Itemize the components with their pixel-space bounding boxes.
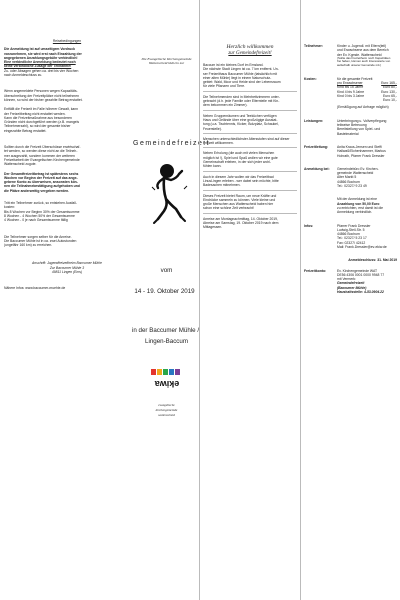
services-section xyxy=(304,119,397,136)
text-line: Zu- oder Absagen gehen ca. drei bis vier Wochen xyxy=(4,68,79,73)
text-line: (ungefähr 160 km) zu erreichen. xyxy=(4,243,53,248)
welcome-subheading: zur Gemeindefreizeit! xyxy=(228,51,272,56)
text-line: gebene Konto zu überweisen, ansonsten kön- xyxy=(4,180,78,185)
text-line: DE56 4306 0001 0000 9948 77 xyxy=(337,272,385,277)
text-line: LinusLingen erleben - wer dabei sein möchte, bitte xyxy=(203,178,279,183)
text-line: Teilnehmerzahl), so wird der gesamte bisher xyxy=(4,124,71,129)
text-line: Alter Markt 5 xyxy=(337,175,357,180)
registration-section xyxy=(304,167,397,215)
text-line: keine verbindliche Zusage der Teilnahme! xyxy=(4,64,72,69)
church-line-1: Die Evangelische Kirchengemeinde xyxy=(141,57,192,61)
text-line: mer ausgezahlt, sondern kommen der weiteren xyxy=(4,153,75,158)
text-line: Wochen vor Beginn der Freizeit auf das ange- xyxy=(4,175,78,180)
text-line: möglich ist !), Spiel und Spaß wollen wir eine gute xyxy=(203,155,278,160)
text-line: Menschen unterschiedlichster Altersstufen sind auf dieser xyxy=(203,136,290,141)
conditions-p5 xyxy=(4,172,130,193)
text-line: dern bekommen ein Zimmer). xyxy=(203,103,248,108)
cover-vom: vom xyxy=(160,266,173,274)
text-line: mit Vermerk: xyxy=(337,277,357,282)
divider xyxy=(203,171,297,172)
divider xyxy=(203,133,297,134)
price-amount: Euro 165,- xyxy=(381,80,397,85)
text-line: können, so wird der bisher gezahlte Betrag erstattet. xyxy=(4,97,83,102)
text-line: gebracht (d.h. jede Familie oder Elternteile mit Kin- xyxy=(203,99,280,104)
text-line: Dieses Freizeit bietet Raum, um neue Kräfte und xyxy=(203,193,277,198)
price-label: Kind bis 15 Jahre xyxy=(337,85,364,90)
text-line: Mit der Anmeldung ist eine xyxy=(337,197,377,202)
cover-place-2: Lingen-Baccum xyxy=(145,337,188,345)
text-line: Hallwaß/Eichenhammer, Markus xyxy=(337,149,386,154)
account-label: Freizeitkonto: xyxy=(304,268,327,273)
text-line: nen die Teilnahmebestätigung aufgehoben und xyxy=(4,184,80,189)
costs-section xyxy=(304,77,397,110)
logo-caption-1: evangelische xyxy=(158,402,175,407)
paragraph xyxy=(203,175,297,188)
text-line: große Menschen aus Wattenscheid haben hier xyxy=(203,202,274,207)
text-line: Zur Baccumer Mühle 3 xyxy=(49,265,85,270)
text-line: und Erwachsene aus dem Bereich xyxy=(337,48,389,53)
text-line: Die Baccumer Mühle ist in ca. zwei Autostunden xyxy=(4,238,77,243)
registration-label: Anmeldung bei: xyxy=(304,166,330,171)
welcome-paragraphs xyxy=(203,63,297,230)
text-line: Eine verbindliche Anmeldung bedeutet noch xyxy=(4,60,76,65)
price-label: Kind 4 bis 9 Jahre xyxy=(337,89,365,94)
price-amount: Euro 65,- xyxy=(383,93,397,98)
price-label: pro Erwachsener xyxy=(337,80,363,85)
participants-value xyxy=(337,44,397,68)
text-line: ser Freizeithaus Baccumer Mühle (tatsächlich mit xyxy=(203,71,278,76)
price-label: Kind 0 bis 3 Jahre xyxy=(337,93,365,98)
welcome-column xyxy=(199,0,299,600)
text-line: Neben Gruppenräumen und Teeküchen verfügen xyxy=(203,113,277,118)
text-line: Freizeit willkommen. xyxy=(203,141,234,146)
info-section xyxy=(304,224,397,250)
registration-value xyxy=(337,167,397,215)
text-line: Wenn angemeldete Personen wegen Kapazitäts- xyxy=(4,89,78,94)
account-value xyxy=(337,269,397,295)
text-line: (Sollte das Freizeitheim noch Kapazitäten xyxy=(337,55,391,60)
text-line: die Plätze anderweitig vergeben werden. xyxy=(4,188,70,193)
conditions-p6 xyxy=(4,201,130,222)
text-line: Anschrift: Jugendfreizeitheim Baccumer Mühle xyxy=(32,261,102,266)
text-line: Kinder u. Jugendl. mit Eltern(teil) xyxy=(337,44,387,48)
text-line: Tel.: 02327/ 9 23 49 xyxy=(337,184,367,189)
text-line: 8 Wochen - 4 Wochen 50% der Gesamtsumme xyxy=(4,213,75,218)
jumping-figure-illustration xyxy=(144,157,190,231)
registration-deadline: Anmeldeschluss: 31. Mai 2019 xyxy=(348,258,397,263)
text-line: tung (u.a. Tischtennis, Kicker, Bolzplatz, Schaukel, xyxy=(203,122,279,127)
text-line: (Baccumer Mühle) xyxy=(337,285,367,290)
paragraph xyxy=(203,194,297,211)
text-line: Die nächste Stadt Lingen ist ca. 7 km entfernt. Un- xyxy=(203,67,279,72)
ekiwa-logo-text: ekiwa xyxy=(154,378,179,389)
leaders-label: Freizeitleitung: xyxy=(304,144,329,149)
leaders-value xyxy=(337,145,397,158)
cover-column xyxy=(132,0,210,600)
text-line: Bereitstellung von Spiel- und xyxy=(337,127,381,132)
conditions-p7 xyxy=(4,235,130,248)
text-line: Haus und Gelände über eine großzügige Ausstat- xyxy=(203,117,278,122)
deposit-note xyxy=(337,197,397,214)
text-line: Pfarrer Frank Dressler xyxy=(337,223,371,228)
details-column xyxy=(300,0,400,600)
text-line: Baccum ist ein kleines Dorf im Emsland. xyxy=(203,63,264,67)
text-line: angegebenen Anzahlungsgebühr verbindlich! xyxy=(4,55,78,60)
leaders-section xyxy=(304,145,397,158)
text-line: der Ev. Kgmde. Wattenscheid xyxy=(337,52,382,57)
paragraph xyxy=(203,95,297,108)
conditions-p4 xyxy=(4,145,130,166)
text-line: Gründen nicht durchgeführt werden (z.B. mangels xyxy=(4,120,80,125)
conditions-heading: Reisebedingungen xyxy=(52,39,82,43)
divider xyxy=(203,213,297,214)
cover-place-1: in der Baccumer Mühle / xyxy=(132,326,200,334)
text-line: Auch in diesem Jahr wollen wir das Freizeitbad xyxy=(203,174,274,179)
participants-section xyxy=(304,44,397,68)
text-line: eingezahlte Betrag erstattet. xyxy=(4,128,47,133)
text-line: 49811 Lingen (Ems) xyxy=(51,269,83,274)
divider xyxy=(203,91,297,92)
church-line-2: Wattenscheid lädt ein zur xyxy=(148,61,185,66)
text-line: Sollten durch die Freizeit Überschüsse erwirtschaf- xyxy=(4,145,81,150)
paragraph xyxy=(203,217,297,230)
text-line: Die Anmeldung ist auf umseitigem Vordruck xyxy=(4,47,76,52)
cover-title: Gemeindefreizeit xyxy=(133,139,210,147)
text-line: Der Gesamtfreizeitbetrag ist spätestens sechs xyxy=(4,171,79,176)
divider xyxy=(203,110,297,111)
email-link[interactable]: Mail: Frank.Dressler@ev-ekiw.de xyxy=(337,244,387,249)
costs-note: (Ermäßigung auf Anfrage möglich) xyxy=(337,105,389,110)
costs-label: Kosten: xyxy=(304,76,317,81)
costs-value xyxy=(337,77,397,110)
divider xyxy=(203,190,297,191)
conditions-p2 xyxy=(4,89,130,102)
text-line: Neben Erholung (die auch mit vielen Menschen xyxy=(203,151,275,156)
text-line: Anita Kraus-Jensen und Steffi xyxy=(337,144,382,149)
text-line: Abreise am Samstag, 19. Oktober 2019 nach dem xyxy=(203,221,279,226)
text-line: kosten: xyxy=(4,205,15,210)
conditions-p1 xyxy=(4,47,130,77)
text-line: Haushaltsstelle: 4-53.0904.22 xyxy=(337,290,384,295)
text-line: 44866 Bochum xyxy=(337,179,360,184)
logo-caption-3: wattenscheid xyxy=(158,412,175,417)
house-address xyxy=(4,261,130,274)
text-line: Bastelmaterial xyxy=(337,131,359,136)
divider xyxy=(203,147,297,148)
services-label: Leistungen: xyxy=(304,118,324,123)
paragraph xyxy=(203,63,297,89)
cover-dates: 14 - 19. Oktober 2019 xyxy=(134,287,195,295)
text-line: Feuerstelle). xyxy=(203,126,222,131)
paragraph xyxy=(203,151,297,168)
info-label: Infos: xyxy=(304,223,314,228)
text-line: Anreise am Montagnachmittag, 14. Oktober 2019, xyxy=(203,216,279,221)
text-line: Mittagessen. xyxy=(203,225,223,230)
text-line: Die Teilnehmer sorgen selber für die Anreise. xyxy=(4,234,72,239)
text-line: teilweise Betreuung xyxy=(337,123,367,128)
conditions-p3 xyxy=(4,107,130,133)
website-link[interactable]: Nähere Infos: www.baccumer-muehle.de xyxy=(4,286,66,291)
text-line: Wattenscheid zugute. xyxy=(4,162,37,167)
ekiwa-logo xyxy=(150,368,184,402)
text-line: Anmeldung verbindlich. xyxy=(337,210,373,215)
text-line: Badesachen mitnehmen. xyxy=(203,183,241,188)
text-line: Hohrath, Pfarrer Frank Dressler xyxy=(337,153,385,158)
price-amount: Euro 10,- xyxy=(383,98,397,103)
text-line: tet werden, so werden diese nicht an die Teilneh- xyxy=(4,149,78,154)
text-line: fühlen kann. xyxy=(203,164,222,169)
text-line: Unterbringung u. Vollverpflegung xyxy=(337,118,387,123)
text-line: Bis 8 Wochen vor Beginn 30% der Gesamtsumme xyxy=(4,209,80,214)
participants-label: Teilnehmer: xyxy=(304,44,323,48)
logo-caption-2: kirchengemeinde xyxy=(155,407,178,412)
costs-intro: für die gesamte Freizeit xyxy=(337,76,373,81)
text-line: zu entrichten, erst damit ist die xyxy=(337,205,383,210)
paragraph xyxy=(203,137,297,146)
info-value xyxy=(337,224,397,250)
account-section xyxy=(304,269,397,295)
text-line: außerhalb unserer Gemeinde mit.) xyxy=(337,63,382,68)
paragraph xyxy=(203,114,297,131)
text-line: nach Anmeldeschluss zu. xyxy=(4,73,43,78)
text-line: der Freizeitbeitrag nicht erstattet werden. xyxy=(4,111,66,116)
text-line: Tritt ein Teilnehmer zurück, so entstehen Ausfall- xyxy=(4,201,77,206)
price-amount: Euro 80,- xyxy=(383,85,397,90)
text-line: schon eine schöne Zeit verbracht! xyxy=(203,206,254,211)
text-line: Eindrücke sammeln zu können. Viele kleine und xyxy=(203,197,276,202)
text-line: vorzunehmen, sie wird erst nach Einzahlung der xyxy=(4,51,82,56)
text-line: einer alten Mühle) liegt in einem Naturschutz- xyxy=(203,75,272,80)
text-line: gemeinde Wattenscheid xyxy=(337,171,374,176)
services-value xyxy=(337,119,397,136)
text-line: gebiet: Wald, Moor und Heide sind der Lebensraum xyxy=(203,80,281,85)
text-line: überschreitung der Freizeitplätze nicht teilnehmen xyxy=(4,93,80,98)
text-line: Ev. Kirchengemeinde WAT xyxy=(337,268,378,273)
text-line: Anzahlung von 50,00 Euro xyxy=(337,201,380,206)
text-line: Entfällt die Freizeit im Falle höherer Gewalt, kann xyxy=(4,107,79,112)
price-amount: Euro 130,- xyxy=(381,89,397,94)
text-line: Gemeindebüro Ev. Kirchen- xyxy=(337,166,379,171)
text-line: Gemeinschaft erleben, in der sich jeder wohl- xyxy=(203,160,272,165)
text-line: Kann die Freizeitmaßnahme aus besonderen xyxy=(4,115,72,120)
text-line: 44866 Bochum xyxy=(337,232,360,237)
text-line: 4 Wochen - 0 je nach Gesamtsumme fällig xyxy=(4,218,68,223)
text-line: Die Teilnehmenden sind in Mehrbettzimmern unter- xyxy=(203,94,280,99)
price-row xyxy=(337,98,397,102)
text-line: Gemeindefreizeit xyxy=(337,281,365,286)
welcome-heading: Herzlich willkommen xyxy=(226,44,274,50)
text-line: Freizeitarbeit der Evangelischen Kirchengemeinde xyxy=(4,157,80,162)
text-line: Ludwig-Steil-Str. 5 xyxy=(337,227,365,232)
text-line: frei haben, können auch Interessierte von xyxy=(337,59,391,64)
conditions-column xyxy=(0,0,133,600)
text-line: für viele Pflanzen und Tiere. xyxy=(203,84,246,89)
text-line: Tel.: 02327/ 5 23 17 xyxy=(337,236,367,241)
text-line: Fax: 02327/ 42412 xyxy=(337,240,366,245)
